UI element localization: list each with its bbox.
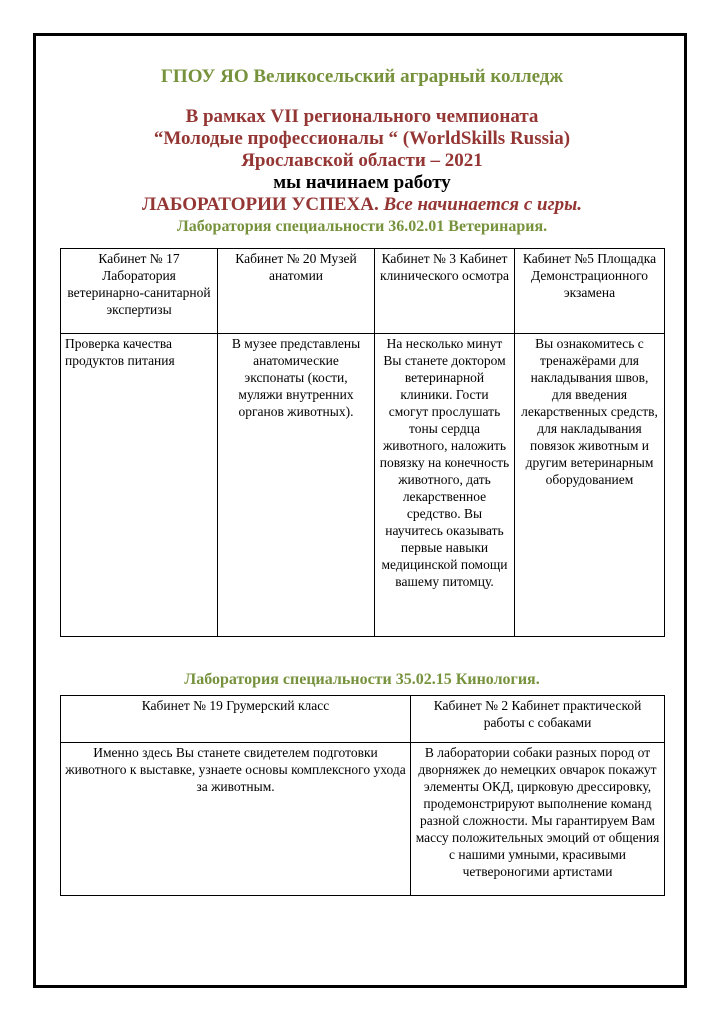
vet-cell-cabinet-17: Проверка качества продуктов питания <box>61 334 218 637</box>
vet-header-cabinet-3: Кабинет № 3 Кабинет клинического осмотра <box>375 249 515 334</box>
veterinary-table <box>60 248 665 637</box>
cyn-header-cabinet-2: Кабинет № 2 Кабинет практической работы с собаками <box>411 696 665 743</box>
start-work-line: мы начинаем работу <box>273 172 451 193</box>
cyn-cell-cabinet-19: Именно здесь Вы станете свидетелем подготовки животного к выставке, узнаете основы комплексного ухода за животным. <box>61 743 411 896</box>
labs-of-success-title <box>0 194 724 216</box>
championship-line-2: “Молодые профессионалы “ (WorldSkills Russia) <box>153 128 571 149</box>
vet-header-cabinet-17: Кабинет № 17 Лаборатория ветеринарно-санитарной экспертизы <box>61 249 218 334</box>
cyn-header-cabinet-19: Кабинет № 19 Грумерский класс <box>61 696 411 743</box>
vet-cell-cabinet-5: Вы ознакомитесь с тренажёрами для накладывания швов, для введения лекарственных средств, для накладывания повязок животным и другим ветеринарным оборудованием <box>515 334 665 637</box>
vet-cell-cabinet-3: На несколько минут Вы станете доктором ветеринарной клиники. Гости смогут прослушать тоны сердца животного, наложить повязку на конечность животного, дать лекарственное средство. Вы научитесь оказывать первые навыки медицинской помощи вашему питомцу. <box>375 334 515 637</box>
lab-cynology-title: Лаборатория специальности 35.02.15 Кинология. <box>184 671 540 688</box>
cynology-table <box>60 695 665 896</box>
vet-header-cabinet-5: Кабинет №5 Площадка Демонстрационного экзамена <box>515 249 665 334</box>
cyn-cell-cabinet-2: В лаборатории собаки разных пород от дворняжек до немецких овчарок покажут элементы ОКД, цирковую дрессировку, продемонстрируют выполнение команд разной сложности. Мы гарантируем Вам массу положительных эмоций от общения с нашими умными, красивыми четвероногими артистами <box>411 743 665 896</box>
vet-cell-cabinet-20: В музее представлены анатомические экспонаты (кости, муляжи внутренних органов животных). <box>218 334 375 637</box>
labs-of-success-main: ЛАБОРАТОРИИ УСПЕХА. <box>141 194 379 215</box>
college-name: ГПОУ ЯО Великосельский аграрный колледж <box>160 66 564 87</box>
lab-veterinary-title: Лаборатория специальности 36.02.01 Ветеринария. <box>176 218 548 235</box>
vet-header-cabinet-20: Кабинет № 20 Музей анатомии <box>218 249 375 334</box>
championship-line-1: В рамках VII регионального чемпионата <box>185 106 539 127</box>
labs-of-success-slogan: Все начинается с игры. <box>383 194 583 215</box>
championship-line-3: Ярославской области – 2021 <box>241 150 483 171</box>
